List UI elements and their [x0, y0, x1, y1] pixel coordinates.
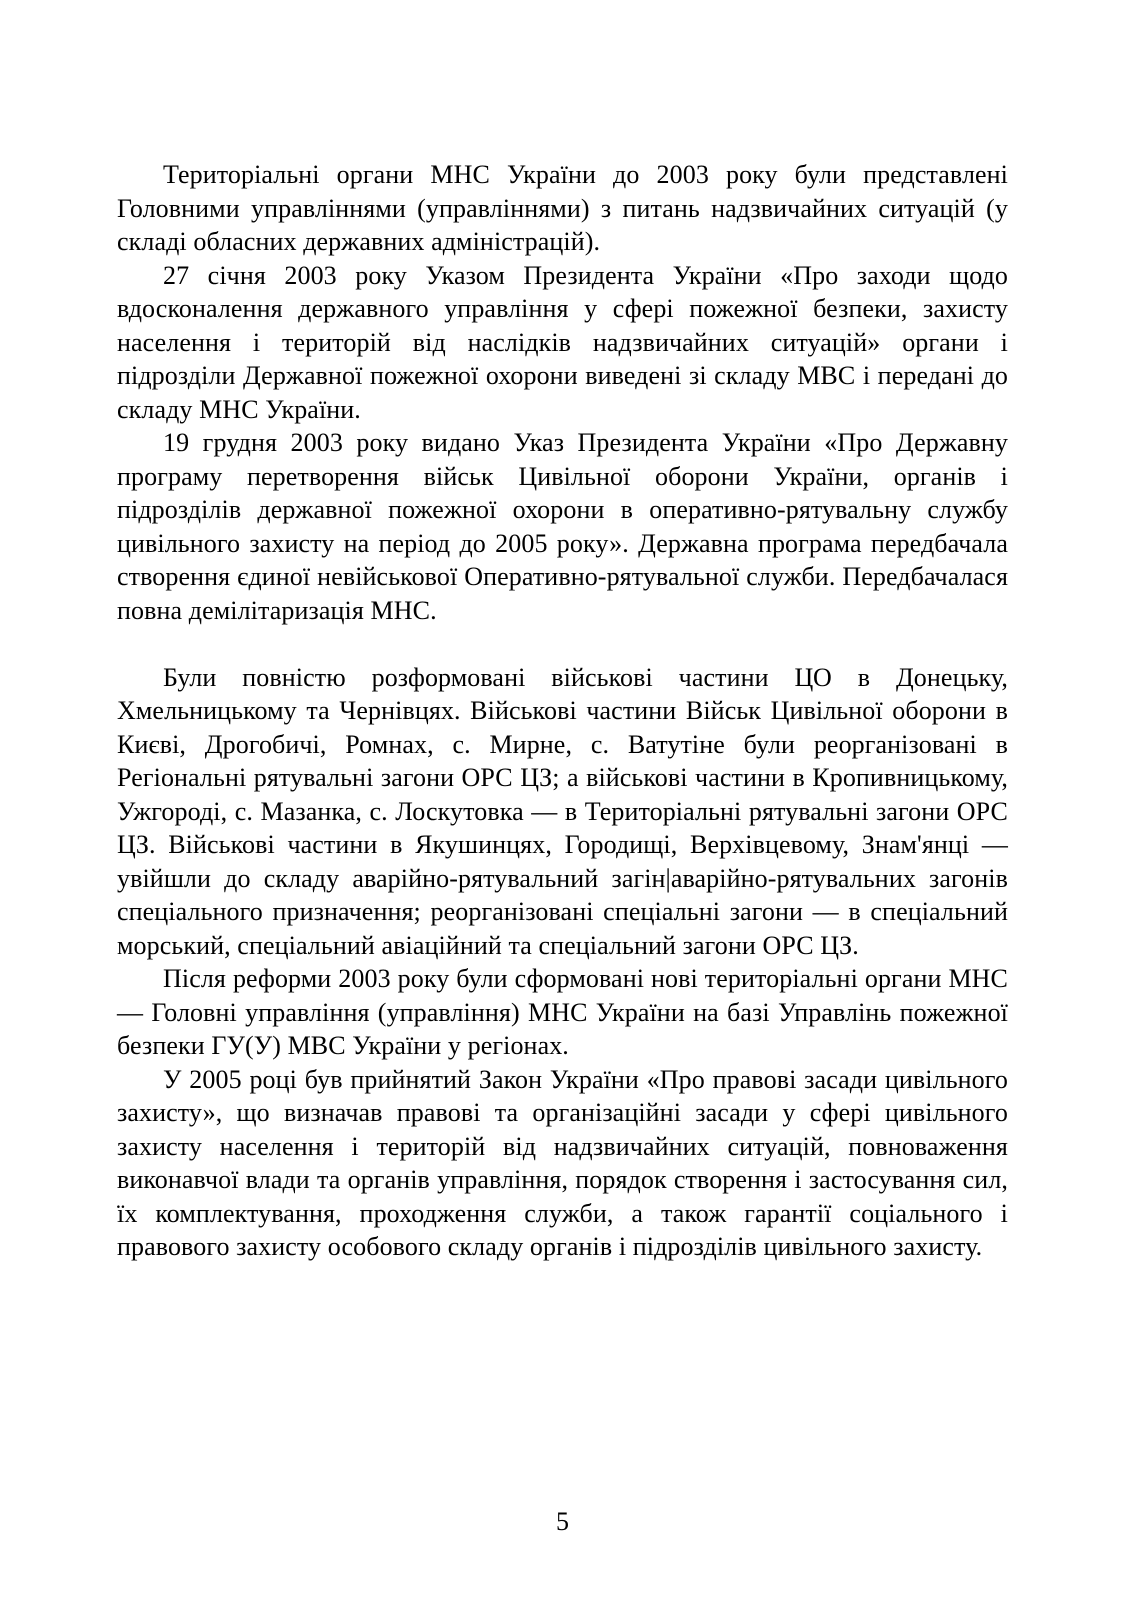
paragraph-decree-dec-2003: 19 грудня 2003 року видано Указ Президента України «Про Державну програму перетворення військ Цивільної оборони України, органів і підрозділів державної пожежної охорони в оперативно-рятувальну службу цивільного захисту на період до 2005 року». Державна програма передбачала створення єдиної невійськової Оперативно-рятувальної служби. Передбачалася повна демілітаризація МНС.	[117, 428, 1008, 625]
paragraph-law-2005: У 2005 році був прийнятий Закон України «Про правові засади цивільного захисту», що визначав правові та організаційні засади у сфері цивільного захисту населення і територій від надзвичайних ситуацій, повноваження виконавчої влади та органів управління, порядок створення і застосування сил, їх комплектування, проходження служби, а також гарантії соціального і правового захисту особового складу органів і підрозділів цивільного захисту.	[117, 1064, 1008, 1261]
paragraph-territorial-organs: Територіальні органи МНС України до 2003 року були представлені Головними управліннями (управліннями) з питань надзвичайних ситуацій (у складі обласних державних адміністрацій).	[117, 160, 1008, 256]
paragraph-decree-jan-2003: 27 січня 2003 року Указом Президента України «Про заходи щодо вдосконалення державного управління у сфері пожежної безпеки, захисту населення і територій від наслідків надзвичайних ситуацій» органи і підрозділи Державної пожежної охорони виведені зі складу МВС і передані до складу МНС України.	[117, 260, 1008, 424]
page-number: 5	[556, 1507, 569, 1536]
paragraph-disbanded-units: Були повністю розформовані військові частини ЦО в Донецьку, Хмельницькому та Чернівцях. Військові частини Військ Цивільної оборони в Києві, Дрогобичі, Ромнах, с. Мирне, с. Ватутіне були реорганізовані в Регіональні рятувальні загони ОРС ЦЗ; а військові частини в Кропивницькому, Ужгороді, с. Мазанка, с. Лоскутовка — в Територіальні рятувальні загони ОРС ЦЗ. Військові частини в Якушинцях, Городищі, Верхівцевому, Знам'янці — увійшли до складу аварійно-рятувальний загін|аварійно-рятувальних загонів спеціального призначення; реорганізовані спеціальні загони — в спеціальний морський, спеціальний авіаційний та спеціальний загони ОРС ЦЗ.	[117, 662, 1008, 960]
page-footer	[117, 1505, 1008, 1539]
paragraph-after-reform-2003: Після реформи 2003 року були сформовані нові територіальні органи МНС — Головні управління (управління) МНС України на базі Управлінь пожежної безпеки ГУ(У) МВС України у регіонах.	[117, 964, 1008, 1060]
text-column	[117, 158, 1008, 1264]
